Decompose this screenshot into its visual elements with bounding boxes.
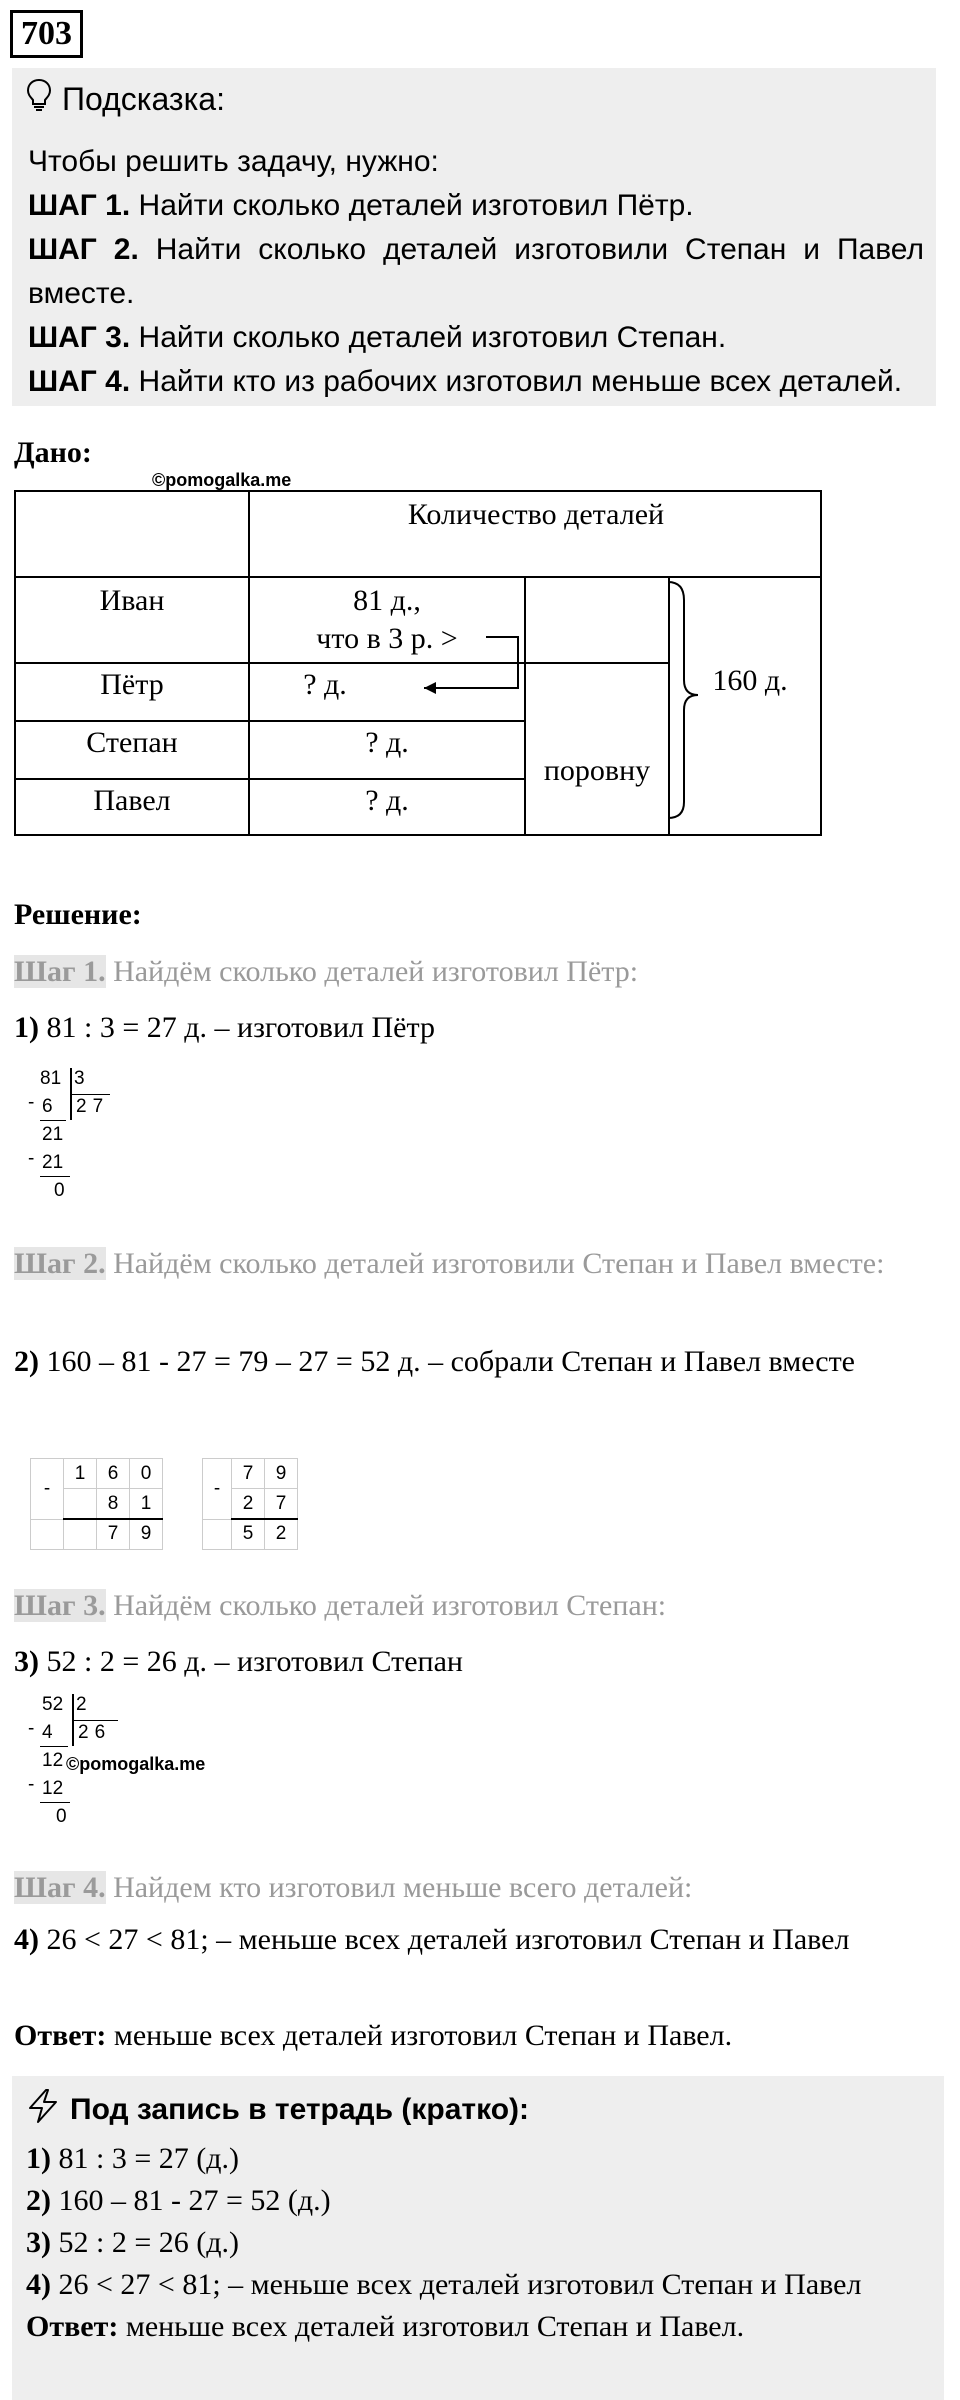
equal-label: поровну	[543, 754, 651, 787]
hint-step-2	[28, 228, 924, 316]
column-subtraction-1	[30, 1458, 163, 1550]
calc-number: 2)	[14, 1345, 39, 1378]
step-text: Найдём сколько деталей изготовил Пётр:	[113, 955, 639, 988]
hint-step-text: Найти сколько деталей изготовили Степан и Павел вместе.	[28, 233, 924, 310]
pavel-value: ? д.	[365, 784, 409, 817]
watermark: ©pomogalka.me	[152, 470, 292, 490]
subtrahend: 21	[42, 1152, 64, 1173]
digit: 7	[97, 1519, 130, 1549]
total-value: 160 д.	[712, 664, 788, 697]
remainder: 0	[56, 1806, 67, 1827]
task-number: 703	[10, 10, 83, 58]
step-tag: Шаг 4.	[14, 1871, 106, 1904]
notebook-title: Под запись в тетрадь (кратко):	[70, 2093, 530, 2126]
solution-label: Решение:	[14, 898, 142, 931]
digit: 5	[232, 1519, 265, 1549]
calc-number: 3)	[26, 2226, 51, 2259]
step-tag: Шаг 3.	[14, 1589, 106, 1622]
answer-line	[14, 2014, 732, 2058]
lightning-icon	[26, 2088, 60, 2132]
step-tag: Шаг 1.	[14, 955, 106, 988]
notebook-box	[12, 2076, 944, 2400]
notebook-line	[26, 2264, 906, 2306]
digit: 9	[265, 1459, 298, 1489]
ivan-value: 81 д.,	[353, 584, 421, 617]
step-2-heading	[14, 1242, 944, 1286]
subtrahend: 4	[42, 1722, 53, 1743]
calc-number: 1)	[26, 2142, 51, 2175]
calc-text: 160 – 81 - 27 = 79 – 27 = 52 д. – собрали Степан и Павел вместе	[46, 1345, 855, 1378]
column-subtraction-2	[202, 1458, 298, 1550]
digit: 2	[232, 1489, 265, 1520]
notebook-answer	[26, 2306, 906, 2348]
watermark: ©pomogalka.me	[66, 1754, 206, 1774]
subtrahend: 6	[42, 1096, 53, 1117]
calc-text: 52 : 2 = 26 д. – изготовил Степан	[46, 1645, 463, 1678]
quotient: 27	[76, 1096, 110, 1117]
digit: 6	[97, 1459, 130, 1489]
hint-step-label: ШАГ 2.	[28, 233, 139, 266]
step-3-calc	[14, 1640, 463, 1684]
calc-number: 4)	[26, 2268, 51, 2301]
calc-text: 160 – 81 - 27 = 52 (д.)	[58, 2184, 331, 2217]
step-text: Найдём сколько деталей изготовил Степан:	[113, 1589, 667, 1622]
minus-sign: -	[31, 1459, 64, 1520]
relation-arrow-icon	[14, 490, 822, 836]
digit: 7	[232, 1459, 265, 1489]
digit: 8	[97, 1489, 130, 1520]
given-label: Дано:	[14, 436, 92, 469]
remainder-1: 12	[42, 1750, 64, 1771]
dividend: 81	[40, 1068, 62, 1089]
minus-sign: -	[203, 1459, 232, 1520]
given-table	[14, 490, 822, 836]
calc-text: 81 : 3 = 27 (д.)	[58, 2142, 239, 2175]
calc-number: 2)	[26, 2184, 51, 2217]
notebook-line	[26, 2138, 906, 2180]
hint-step-label: ШАГ 4.	[28, 365, 131, 398]
notebook-line	[26, 2222, 906, 2264]
step-tag: Шаг 2.	[14, 1247, 106, 1280]
divisor: 2	[76, 1694, 87, 1715]
row-label-ivan: Иван	[99, 584, 165, 617]
calc-text: 81 : 3 = 27 д. – изготовил Пётр	[46, 1011, 435, 1044]
step-1-calc	[14, 1006, 435, 1050]
subtrahend: 12	[42, 1778, 64, 1799]
row-label-stepan: Степан	[86, 726, 178, 759]
answer-text: меньше всех деталей изготовил Степан и Павел.	[113, 2019, 733, 2052]
minus-sign: -	[28, 1092, 35, 1113]
step-2-calc	[14, 1340, 944, 1384]
hint-step-label: ШАГ 3.	[28, 321, 131, 354]
answer-label: Ответ:	[14, 2019, 107, 2052]
hint-step-label: ШАГ 1.	[28, 189, 131, 222]
step-1-heading	[14, 950, 638, 994]
calc-number: 3)	[14, 1645, 39, 1678]
calc-text: 52 : 2 = 26 (д.)	[58, 2226, 239, 2259]
notebook-header	[26, 2088, 529, 2132]
calc-text: 26 < 27 < 81; – меньше всех деталей изготовил Степан и Павел	[58, 2268, 862, 2301]
lightbulb-icon	[26, 78, 52, 120]
row-label-petr: Пётр	[100, 668, 164, 701]
minus-sign: -	[28, 1718, 35, 1739]
calc-number: 4)	[14, 1923, 39, 1956]
digit: 7	[265, 1489, 298, 1520]
petr-value: ? д.	[303, 668, 347, 701]
row-label-pavel: Павел	[93, 784, 171, 817]
remainder: 0	[54, 1180, 65, 1201]
hint-step-1	[28, 184, 924, 228]
hint-header	[26, 78, 225, 120]
ivan-note: что в 3 р. >	[316, 622, 458, 655]
stepan-value: ? д.	[365, 726, 409, 759]
dividend: 52	[42, 1694, 64, 1715]
hint-title: Подсказка:	[62, 80, 225, 117]
table-header: Количество деталей	[407, 498, 665, 531]
hint-intro: Чтобы решить задачу, нужно:	[28, 145, 439, 178]
notebook-line	[26, 2180, 906, 2222]
hint-body	[28, 140, 924, 404]
calc-number: 1)	[14, 1011, 39, 1044]
divisor: 3	[74, 1068, 85, 1089]
answer-text: меньше всех деталей изготовил Степан и Павел.	[125, 2310, 745, 2343]
digit: 1	[130, 1489, 163, 1520]
digit: 9	[130, 1519, 163, 1549]
hint-step-4	[28, 360, 924, 404]
step-4-calc	[14, 1918, 944, 1962]
quotient: 26	[78, 1722, 112, 1743]
hint-step-3	[28, 316, 924, 360]
long-division-1	[28, 1068, 128, 1218]
hint-box	[12, 68, 936, 406]
minus-sign: -	[28, 1774, 35, 1795]
step-4-heading	[14, 1866, 692, 1910]
hint-step-text: Найти сколько деталей изготовил Пётр.	[138, 189, 694, 222]
step-3-heading	[14, 1584, 666, 1628]
hint-step-text: Найти кто из рабочих изготовил меньше всех деталей.	[138, 365, 903, 398]
minus-sign: -	[28, 1148, 35, 1169]
remainder-1: 21	[42, 1124, 64, 1145]
notebook-lines	[26, 2138, 906, 2348]
hint-step-text: Найти сколько деталей изготовил Степан.	[138, 321, 727, 354]
answer-label: Ответ:	[26, 2310, 119, 2343]
calc-text: 26 < 27 < 81; – меньше всех деталей изготовил Степан и Павел	[46, 1923, 850, 1956]
digit: 1	[64, 1459, 97, 1489]
digit: 0	[130, 1459, 163, 1489]
step-text: Найдём сколько деталей изготовили Степан и Павел вместе:	[113, 1247, 885, 1280]
step-text: Найдем кто изготовил меньше всего деталей:	[113, 1871, 693, 1904]
digit: 2	[265, 1519, 298, 1549]
